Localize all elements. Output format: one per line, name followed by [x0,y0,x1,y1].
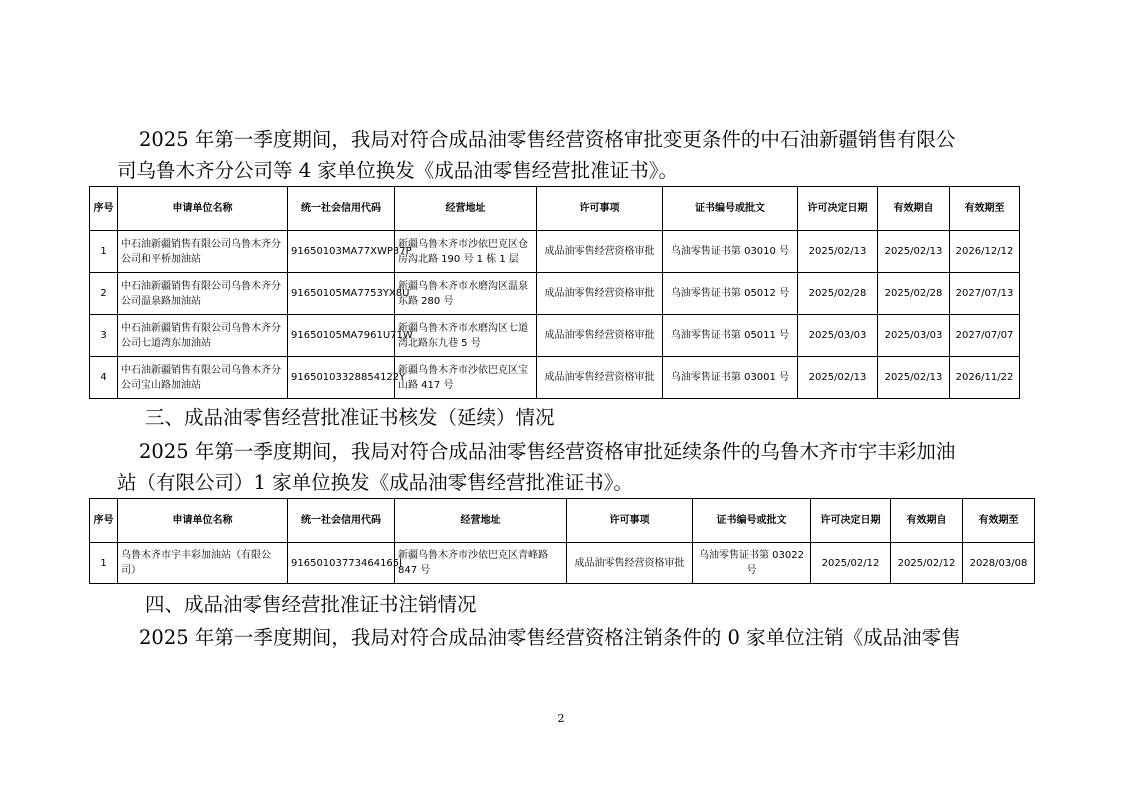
header-name: 申请单位名称 [118,187,288,231]
cell-from: 2025/02/28 [878,273,950,315]
cell-item: 成品油零售经营资格审批 [537,231,663,273]
header-name: 申请单位名称 [118,499,288,543]
section3-paragraph [117,436,1037,498]
cell-cert: 乌油零售证书第 03001 号 [663,357,798,399]
header-cert: 证书编号或批文 [693,499,811,543]
intro-line1: 2025 年第一季度期间，我局对符合成品油零售经营资格审批变更条件的中石油新疆销售有限公 [139,128,956,151]
header-item: 许可事项 [567,499,693,543]
table-row [90,315,1020,357]
table-row [90,543,1035,584]
cell-address: 新疆乌鲁木齐市水磨沟区七道湾北路东九巷 5 号 [395,315,537,357]
header-decision: 许可决定日期 [798,187,878,231]
cell-name: 乌鲁木齐市宇丰彩加油站（有限公司） [118,543,288,584]
cell-name: 中石油新疆销售有限公司乌鲁木齐分公司和平桥加油站 [118,231,288,273]
cell-no: 1 [90,231,118,273]
cell-no: 2 [90,273,118,315]
section3-line1: 2025 年第一季度期间，我局对符合成品油零售经营资格审批延续条件的乌鲁木齐市宇丰彩加油 [139,440,956,463]
cell-to: 2027/07/07 [950,315,1020,357]
header-item: 许可事项 [537,187,663,231]
header-to: 有效期至 [963,499,1035,543]
table-header-row [90,499,1035,543]
cell-item: 成品油零售经营资格审批 [537,315,663,357]
cell-code: 91650103773464165J [288,543,395,584]
section4-paragraph [117,622,1037,653]
intro-line2: 司乌鲁木齐分公司等 4 家单位换发《成品油零售经营批准证书》。 [117,159,679,182]
section3-line2: 站（有限公司）1 家单位换发《成品油零售经营批准证书》。 [117,471,633,494]
cell-code: 91650105MA7753YX8U [288,273,395,315]
page-number: 2 [557,712,565,725]
cell-address: 新疆乌鲁木齐市沙依巴克区仓房沟北路 190 号 1 栋 1 层 [395,231,537,273]
cell-no: 1 [90,543,118,584]
header-address: 经营地址 [395,187,537,231]
cell-from: 2025/02/12 [891,543,963,584]
header-cert: 证书编号或批文 [663,187,798,231]
cell-item: 成品油零售经营资格审批 [537,273,663,315]
cell-decision: 2025/02/12 [811,543,891,584]
cell-code: 91650103MA77XWP37P [288,231,395,273]
table-renewal-approvals [89,498,1035,584]
cell-to: 2026/12/12 [950,231,1020,273]
cell-to: 2026/11/22 [950,357,1020,399]
cell-name: 中石油新疆销售有限公司乌鲁木齐分公司温泉路加油站 [118,273,288,315]
table-row [90,273,1020,315]
cell-cert: 乌油零售证书第 05011 号 [663,315,798,357]
cell-cert: 乌油零售证书第 03010 号 [663,231,798,273]
cell-from: 2025/02/13 [878,231,950,273]
header-code: 统一社会信用代码 [288,499,395,543]
header-no: 序号 [90,499,118,543]
table-header-row [90,187,1020,231]
cell-cert: 乌油零售证书第 05012 号 [663,273,798,315]
cell-item: 成品油零售经营资格审批 [567,543,693,584]
header-code: 统一社会信用代码 [288,187,395,231]
header-from: 有效期自 [891,499,963,543]
cell-decision: 2025/03/03 [798,315,878,357]
section3-heading: 三、成品油零售经营批准证书核发（延续）情况 [145,406,555,429]
table-row [90,231,1020,273]
cell-decision: 2025/02/28 [798,273,878,315]
cell-address: 新疆乌鲁木齐市沙依巴克区青峰路 847 号 [395,543,567,584]
table-change-approvals [89,186,1020,399]
section4-heading: 四、成品油零售经营批准证书注销情况 [145,593,477,616]
cell-address: 新疆乌鲁木齐市沙依巴克区宝山路 417 号 [395,357,537,399]
cell-decision: 2025/02/13 [798,231,878,273]
cell-no: 4 [90,357,118,399]
header-no: 序号 [90,187,118,231]
cell-name: 中石油新疆销售有限公司乌鲁木齐分公司七道湾东加油站 [118,315,288,357]
cell-no: 3 [90,315,118,357]
section4-line1: 2025 年第一季度期间，我局对符合成品油零售经营资格注销条件的 0 家单位注销《成品油零售 [139,626,961,649]
cell-name: 中石油新疆销售有限公司乌鲁木齐分公司宝山路加油站 [118,357,288,399]
intro-paragraph [117,124,1037,186]
header-to: 有效期至 [950,187,1020,231]
cell-to: 2027/07/13 [950,273,1020,315]
header-decision: 许可决定日期 [811,499,891,543]
cell-to: 2028/03/08 [963,543,1035,584]
header-from: 有效期自 [878,187,950,231]
table-row [90,357,1020,399]
cell-address: 新疆乌鲁木齐市水磨沟区温泉东路 280 号 [395,273,537,315]
header-address: 经营地址 [395,499,567,543]
cell-from: 2025/03/03 [878,315,950,357]
cell-code: 91650103328854122Y [288,357,395,399]
cell-cert: 乌油零售证书第 03022 号 [693,543,811,584]
cell-code: 91650105MA7961U71W [288,315,395,357]
cell-item: 成品油零售经营资格审批 [537,357,663,399]
cell-decision: 2025/02/13 [798,357,878,399]
cell-from: 2025/02/13 [878,357,950,399]
